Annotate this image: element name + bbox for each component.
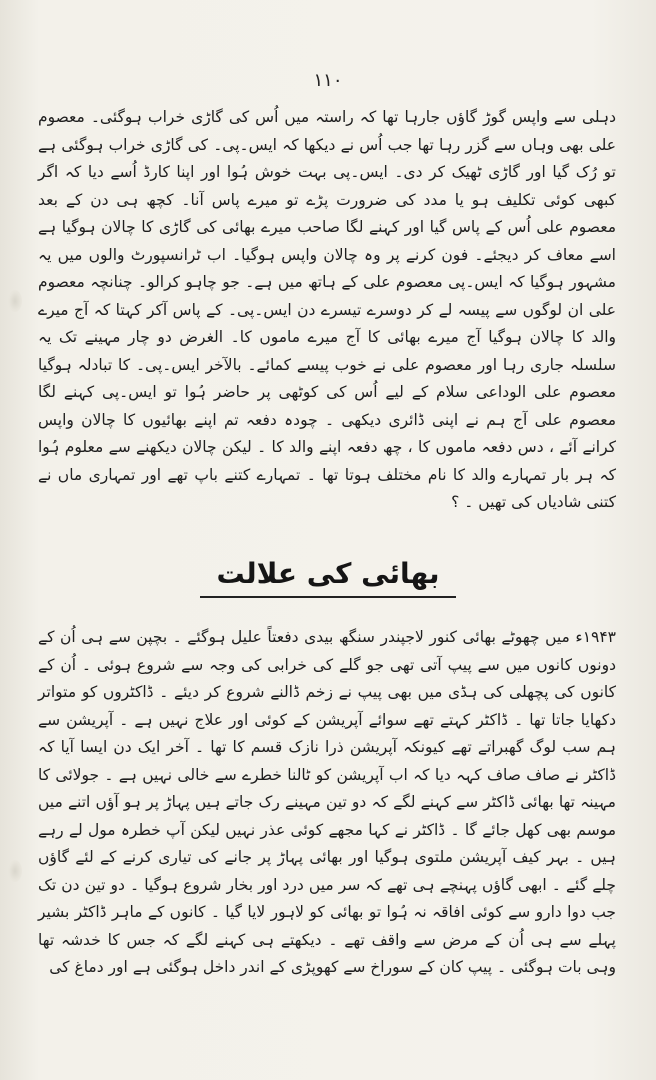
paragraph-1: دہلی سے واپس گوڑ گاؤں جارہا تھا کہ راستہ میں اُس کی گاڑی خراب ہوگئی۔ معصوم علی بھی وہاں سے گزر رہا تھا جب اُس نے دیکھا کہ ایس۔پی۔ کی گاڑی خراب ہوگئی ہے تو رُک گیا اور گاڑی ٹھیک کر دی۔ ایس۔پی بہت خوش ہُوا اور اپنا کارڈ اُسے دیا کہ اگر کبھی کوئی تکلیف ہو یا مدد کی ضرورت پڑے تو میرے پاس آنا۔ کچھ ہی دن کے بعد معصوم علی اُس کے پاس گیا اور کہنے لگا صاحب میرے بھائی کی گاڑی کا چالان ہوگیا ہے اسے معاف کر دیجئے۔ فون کرنے پر وہ چالان واپس ہوگیا۔ اب ٹرانسپورٹ والوں میں یہ مشہور ہوگیا کہ ایس۔پی معصوم علی کے ہاتھ میں ہے۔ جو چاہو کرالو۔ چنانچہ معصوم علی ان لوگوں سے پیسہ لے کر دوسرے تیسرے دن ایس۔پی۔ کے پاس آکر کہتا کہ آج میرے والد کا چالان ہوگیا آج میرے بھائی کا آج میرے ماموں کا۔ الغرض دو چار مہینے تک یہ سلسلہ جاری رہا اور معصوم علی نے خوب پیسے کمائے۔ بالآخر ایس۔پی۔ کا تبادلہ ہوگیا معصوم علی الوداعی سلام کے لیے اُس کی کوٹھی پر حاضر ہُوا تو ایس۔پی کہنے لگا معصوم علی آج ہم نے اپنی ڈائری دیکھی ۔ چودہ دفعہ تم اپنے بھائیوں کا چالان واپس کرانے آئے ، دس دفعہ ماموں کا ، چھ دفعہ اپنے والد کا ۔ لیکن چالان دیکھنے سے معلوم ہُوا کہ ہر بار تمہارے والد کا نام مختلف ہوتا تھا ۔ تمہارے کتنے باپ تھے اور تمہاری ماں نے کتنی شادیاں کی تھیں ۔ ؟	[38, 108, 616, 511]
binding-hole	[8, 290, 22, 312]
page-number: ۱۱۰	[313, 70, 343, 91]
section-heading: بھائی کی علالت	[200, 557, 455, 598]
section-heading-container	[0, 557, 656, 598]
paragraph-2: ۱۹۴۳ء میں چھوٹے بھائی کنور لاجپندر سنگھ بیدی دفعتاً علیل ہوگئے ۔ بچپن سے ہی اُن کے دونوں کانوں میں سے پیپ آتی تھی جو گلے کی خرابی کی وجہ سے شروع ہوئی ۔ اُن کے کانوں کی پچھلی کی ہڈی میں بھی پیپ نے زخم ڈالنے شروع کر دیئے ۔ ڈاکٹروں کو متواتر دکھایا جاتا تھا ۔ ڈاکٹر کہتے تھے سوائے آپریشن کے کوئی اور علاج نہیں ہے ۔ آپریشن سے ہم سب لوگ گھبراتے تھے کیونکہ آپریشن ذرا نازک قسم کا تھا ۔ آخر ایک دن ایسا آیا کہ ڈاکٹر نے صاف صاف کہہ دیا کہ اب آپریشن کو ٹالنا خطرے سے خالی نہیں ہے ۔ جولائی کا مہینہ تھا بھائی ڈاکٹر سے کہنے لگے کہ دو تین مہینے رک جاتے ہیں پہاڑ پر ہو آؤں اتنے میں موسم بھی کھل جائے گا ۔ ڈاکٹر نے کہا مجھے کوئی عذر نہیں لیکن آپ خطرہ مول لے رہے ہیں ۔ بہر کیف آپریشن ملتوی ہوگیا اور بھائی پہاڑ پر جانے کی تیاری کرنے کے لئے گاؤں چلے گئے ۔ ابھی گاؤں پہنچے ہی تھے کہ سر میں درد اور بخار شروع ہوگیا ۔ دو تین دن تک جب دوا دارو سے کوئی افاقہ نہ ہُوا تو بھائی کو لاہور لایا گیا ۔ کانوں کے ماہر ڈاکٹر بشیر پہلے سے ہی اُن کے مرض سے واقف تھے ۔ دیکھتے ہی کہنے لگے کہ جس کا خدشہ تھا وہی بات ہوگئی ۔ پیپ کان کے سوراخ سے کھوپڑی کے اندر داخل ہوگئی ہے اور دماغ کی	[38, 628, 616, 976]
binding-hole	[8, 860, 22, 882]
